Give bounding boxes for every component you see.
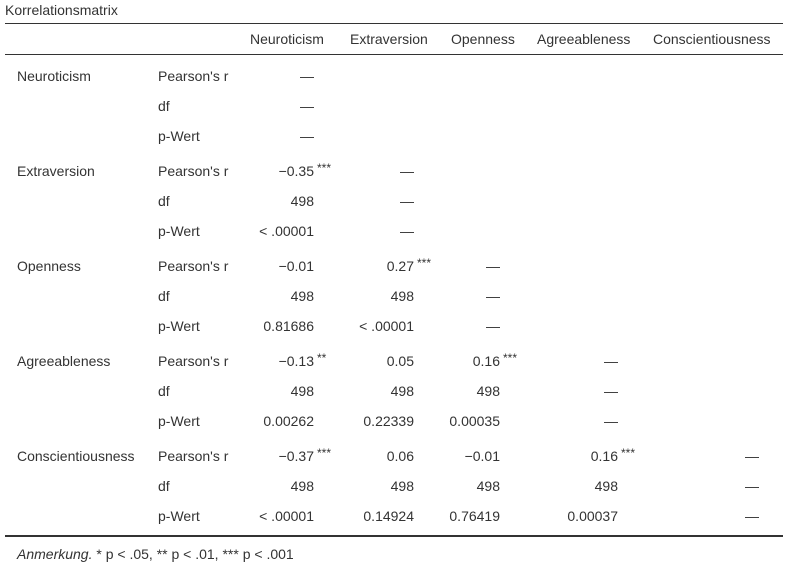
top-rule <box>5 23 783 24</box>
row-label: Agreeableness <box>17 353 111 369</box>
note-label: Anmerkung. <box>17 546 93 562</box>
row-label: Conscientiousness <box>17 448 135 464</box>
row-label: Openness <box>17 258 81 274</box>
cell-r: — <box>486 258 500 274</box>
table-note <box>17 546 294 562</box>
stat-label: df <box>158 478 170 494</box>
table-title: Korrelationsmatrix <box>5 2 118 18</box>
cell-p: 0.14924 <box>363 508 414 524</box>
cell-df: 498 <box>290 288 314 304</box>
cell-r: — <box>604 353 618 369</box>
cell-r: — <box>300 68 314 84</box>
cell-df: 498 <box>390 383 414 399</box>
significance-stars: *** <box>417 256 432 270</box>
significance-stars: ** <box>317 351 327 365</box>
stat-label: p-Wert <box>158 508 200 524</box>
cell-df: 498 <box>594 478 618 494</box>
cell-p: 0.00037 <box>567 508 618 524</box>
cell-p: < .00001 <box>259 223 314 239</box>
stat-label: Pearson's r <box>158 353 229 369</box>
col-header-extraversion: Extraversion <box>350 31 428 47</box>
stat-label: df <box>158 383 170 399</box>
cell-df: 498 <box>390 478 414 494</box>
cell-df: 498 <box>390 288 414 304</box>
cell-p: — <box>300 128 314 144</box>
stat-label: df <box>158 288 170 304</box>
cell-r: 0.27 <box>386 258 414 274</box>
cell-df: — <box>745 478 759 494</box>
cell-r: 0.16 <box>472 353 500 369</box>
cell-r: −0.37 <box>278 448 314 464</box>
cell-r: — <box>745 448 759 464</box>
cell-df: — <box>604 383 618 399</box>
cell-df: 498 <box>290 193 314 209</box>
col-header-neuroticism: Neuroticism <box>250 31 324 47</box>
cell-p: < .00001 <box>359 318 414 334</box>
cell-p: — <box>486 318 500 334</box>
cell-r: −0.01 <box>464 448 500 464</box>
row-label: Extraversion <box>17 163 95 179</box>
cell-r: — <box>400 163 414 179</box>
stat-label: Pearson's r <box>158 68 229 84</box>
stat-label: df <box>158 193 170 209</box>
significance-stars: *** <box>621 446 636 460</box>
stat-label: Pearson's r <box>158 448 229 464</box>
cell-df: 498 <box>290 383 314 399</box>
stat-label: p-Wert <box>158 318 200 334</box>
col-header-openness: Openness <box>451 31 515 47</box>
cell-df: 498 <box>476 478 500 494</box>
cell-p: 0.81686 <box>263 318 314 334</box>
cell-r: 0.06 <box>386 448 414 464</box>
bottom-rule <box>5 535 783 537</box>
row-label: Neuroticism <box>17 68 91 84</box>
cell-df: — <box>300 98 314 114</box>
significance-stars: *** <box>317 446 332 460</box>
cell-r: 0.05 <box>386 353 414 369</box>
cell-p: 0.22339 <box>363 413 414 429</box>
significance-stars: *** <box>503 351 518 365</box>
cell-p: < .00001 <box>259 508 314 524</box>
cell-df: — <box>486 288 500 304</box>
stat-label: p-Wert <box>158 413 200 429</box>
cell-p: 0.76419 <box>449 508 500 524</box>
stat-label: Pearson's r <box>158 163 229 179</box>
stat-label: p-Wert <box>158 223 200 239</box>
cell-r: −0.13 <box>278 353 314 369</box>
significance-stars: *** <box>317 161 332 175</box>
stat-label: Pearson's r <box>158 258 229 274</box>
note-text: * p < .05, ** p < .01, *** p < .001 <box>92 546 294 562</box>
cell-p: — <box>745 508 759 524</box>
cell-df: — <box>400 193 414 209</box>
header-rule <box>5 54 783 55</box>
cell-df: 498 <box>476 383 500 399</box>
cell-p: 0.00262 <box>263 413 314 429</box>
cell-p: — <box>400 223 414 239</box>
stat-label: df <box>158 98 170 114</box>
cell-r: −0.35 <box>278 163 314 179</box>
cell-r: 0.16 <box>590 448 618 464</box>
cell-df: 498 <box>290 478 314 494</box>
cell-p: 0.00035 <box>449 413 500 429</box>
col-header-agreeableness: Agreeableness <box>537 31 631 47</box>
cell-r: −0.01 <box>278 258 314 274</box>
stat-label: p-Wert <box>158 128 200 144</box>
col-header-conscientiousness: Conscientiousness <box>653 31 771 47</box>
cell-p: — <box>604 413 618 429</box>
